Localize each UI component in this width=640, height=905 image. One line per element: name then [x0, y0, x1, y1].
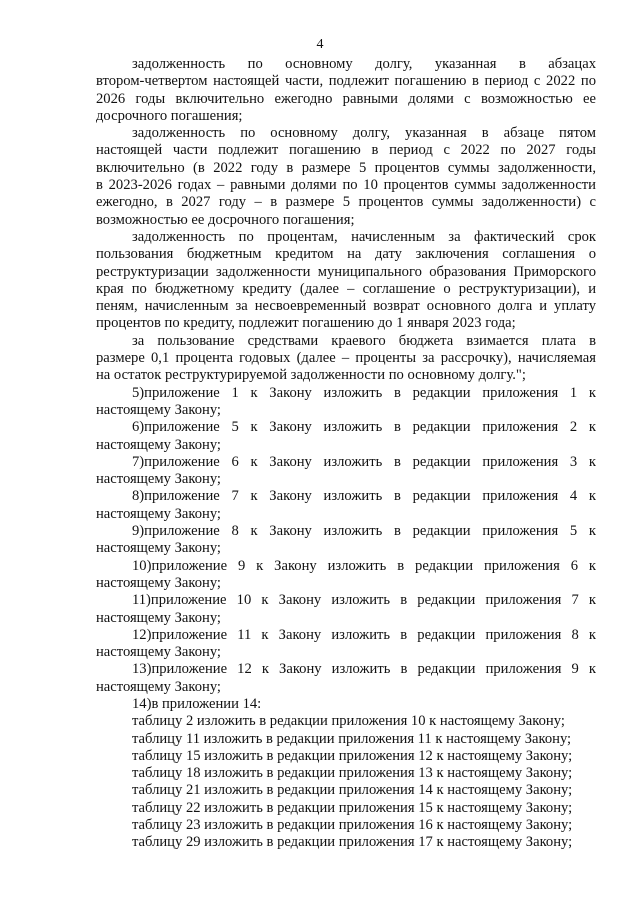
paragraph-line: 13)приложение 12 к Закону изложить в редакции приложения 9 к — [132, 661, 596, 678]
paragraph — [96, 523, 596, 558]
paragraph-line: пеням, начисленным за несвоевременный возврат основного долга и уплату — [96, 298, 596, 315]
paragraph-line: реструктуризации задолженности муниципального образования Приморского — [96, 263, 596, 280]
paragraph-line: ежегодно, в 2027 году – в размере 5 процентов суммы задолженности) с — [96, 194, 596, 211]
table-replacement-line: таблицу 18 изложить в редакции приложения 13 к настоящему Закону; — [132, 765, 573, 782]
paragraph — [96, 385, 596, 420]
paragraph-line: 2026 годы включительно ежегодно равными долями с возможностью ее — [96, 90, 596, 107]
paragraph-line: настоящему Закону; — [96, 471, 221, 488]
paragraph-list — [96, 56, 596, 696]
paragraph-line: включительно (в 2022 году в размере 5 процентов суммы задолженности, — [96, 159, 596, 176]
paragraph-line: процентов по кредиту, подлежит погашению до 1 января 2023 года; — [96, 315, 516, 332]
paragraph-line: настоящему Закону; — [96, 505, 221, 522]
paragraph — [96, 419, 596, 454]
paragraph-line: задолженность по основному долгу, указанная в абзацах — [132, 56, 596, 72]
paragraph-line: задолженность по процентам, начисленным за фактический срок — [132, 228, 596, 245]
paragraph-line: пользования бюджетным кредитом на дату заключения соглашения о — [96, 246, 596, 263]
paragraph — [96, 592, 596, 627]
paragraph-line: настоящему Закону; — [96, 644, 221, 661]
table-replacement-line: таблицу 2 изложить в редакции приложения 10 к настоящему Закону; — [132, 713, 565, 730]
paragraph-line: края по бюджетному кредиту (далее – соглашение о реструктуризации), и — [96, 280, 596, 297]
paragraph-line: 6)приложение 5 к Закону изложить в редакции приложения 2 к — [132, 419, 596, 436]
paragraph-line: настоящему Закону; — [96, 436, 221, 453]
paragraph-line: задолженность по основному долгу, указанная в абзаце пятом — [132, 125, 596, 142]
paragraph-line: 5)приложение 1 к Закону изложить в редакции приложения 1 к — [132, 384, 596, 401]
document-body — [96, 56, 596, 852]
paragraph-line: настоящему Закону; — [96, 401, 221, 418]
paragraph-line: за пользование средствами краевого бюджета взимается плата в — [132, 332, 596, 349]
paragraph-line: настоящему Закону; — [96, 678, 221, 695]
paragraph-line: 10)приложение 9 к Закону изложить в редакции приложения 6 к — [132, 557, 596, 574]
table-replacement-line: таблицу 11 изложить в редакции приложения 11 к настоящему Закону; — [132, 730, 572, 747]
page-number: 4 — [316, 37, 324, 52]
table-replacement-line: таблицу 23 изложить в редакции приложения 16 к настоящему Закону; — [132, 817, 573, 834]
paragraph-line: возможностью ее досрочного погашения; — [96, 211, 355, 228]
paragraph-line: 12)приложение 11 к Закону изложить в редакции приложения 8 к — [132, 626, 596, 643]
paragraph — [96, 229, 596, 333]
item-14 — [96, 696, 596, 852]
paragraph-line: настоящему Закону; — [96, 540, 221, 557]
table-replacement-line: таблицу 22 изложить в редакции приложения 15 к настоящему Закону; — [132, 799, 573, 816]
paragraph-line: 8)приложение 7 к Закону изложить в редакции приложения 4 к — [132, 488, 596, 505]
paragraph-line: 11)приложение 10 к Закону изложить в редакции приложения 7 к — [132, 592, 596, 609]
item-14-list — [96, 713, 596, 851]
paragraph-line: размере 0,1 процента годовых (далее – проценты за рассрочку), начисляемая — [96, 350, 596, 367]
paragraph-line: 7)приложение 6 к Закону изложить в редакции приложения 3 к — [132, 453, 596, 470]
table-replacement-line: таблицу 21 изложить в редакции приложения 14 к настоящему Закону; — [132, 782, 573, 799]
table-replacement-line: таблицу 15 изложить в редакции приложения 12 к настоящему Закону; — [132, 747, 573, 764]
paragraph-line: 9)приложение 8 к Закону изложить в редакции приложения 5 к — [132, 523, 596, 540]
paragraph-line: настоящему Закону; — [96, 609, 221, 626]
table-replacement-line: таблицу 29 изложить в редакции приложения 17 к настоящему Закону; — [132, 834, 573, 851]
paragraph — [96, 454, 596, 489]
paragraph-line: настоящей части подлежит погашению в период с 2022 по 2027 годы — [96, 142, 596, 159]
paragraph-line: на остаток реструктурируемой задолженности по основному долгу."; — [96, 367, 526, 384]
paragraph — [96, 56, 596, 125]
paragraph — [96, 558, 596, 593]
paragraph-line: настоящему Закону; — [96, 574, 221, 591]
item-14-heading: 14)в приложении 14: — [132, 695, 262, 712]
paragraph-line: досрочного погашения; — [96, 107, 243, 124]
paragraph — [96, 661, 596, 696]
paragraph — [96, 125, 596, 229]
paragraph — [96, 333, 596, 385]
paragraph-line: в 2023-2026 годах – равными долями по 10 процентов суммы задолженности — [96, 177, 596, 194]
paragraph — [96, 488, 596, 523]
paragraph — [96, 627, 596, 662]
paragraph-line: втором-четвертом настоящей части, подлежит погашению в период с 2022 по — [96, 73, 596, 90]
